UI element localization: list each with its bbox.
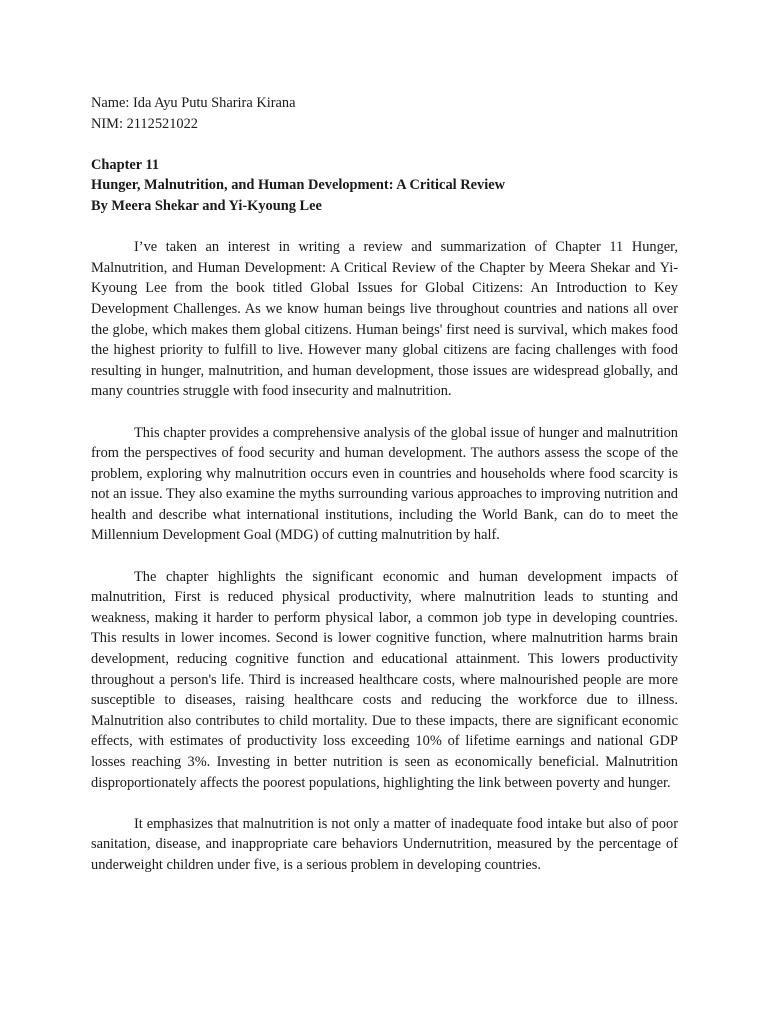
- chapter-byline: By Meera Shekar and Yi-Kyoung Lee: [91, 197, 322, 214]
- student-name: Name: Ida Ayu Putu Sharira Kirana: [91, 95, 296, 111]
- paragraph-impacts: The chapter highlights the significant economic and human development impacts of malnutrition, First is reduced physical productivity, where malnutrition leads to stunting and weakness, making it harder to perform physical labor, a common job type in developing countries. This results in lower incomes. Second is lower cognitive function, where malnutrition harms brain development, reducing cognitive function and educational attainment. This lowers productivity throughout a person's life. Third is increased healthcare costs, where malnourished people are more susceptible to diseases, raising healthcare costs and reducing the workforce due to illness. Malnutrition also contributes to child mortality. Due to these impacts, there are significant economic effects, with estimates of productivity loss exceeding 10% of lifetime earnings and national GDP losses reaching 3%. Investing in better nutrition is seen as economically beneficial. Malnutrition disproportionately affects the poorest populations, highlighting the link between poverty and hunger.: [91, 568, 678, 791]
- review-body: [91, 237, 678, 875]
- document-page: [91, 93, 678, 876]
- paragraph-causes: It emphasizes that malnutrition is not only a matter of inadequate food intake but also of poor sanitation, disease, and inappropriate care behaviors Undernutrition, measured by the percentage of underweight children under five, is a serious problem in developing countries.: [91, 815, 678, 873]
- paragraph-overview: This chapter provides a comprehensive analysis of the global issue of hunger and malnutrition from the perspectives of food security and human development. The authors assess the scope of the problem, exploring why malnutrition occurs even in countries and households where food scarcity is not an issue. They also examine the myths surrounding various approaches to improving nutrition and health and describe what international institutions, including the World Bank, can do to meet the Millennium Development Goal (MDG) of cutting malnutrition by half.: [91, 424, 678, 544]
- chapter-number: Chapter 11: [91, 156, 160, 173]
- chapter-title: Hunger, Malnutrition, and Human Development: A Critical Review: [91, 177, 505, 194]
- paragraph-intro: I’ve taken an interest in writing a review and summarization of Chapter 11 Hunger, Malnutrition, and Human Development: A Critical Review of the Chapter by Meera Shekar and Yi-Kyoung Lee from the book titled Global Issues for Global Citizens: An Introduction to Key Development Challenges. As we know human beings live throughout countries and nations all over the globe, which makes them global citizens. Human beings' first need is survival, which makes food the highest priority to fulfill to live. However many global citizens are facing challenges with food resulting in hunger, malnutrition, and human development, those issues are widespread globally, and many countries struggle with food insecurity and malnutrition.: [91, 239, 678, 400]
- chapter-heading: [91, 155, 678, 217]
- author-info: [91, 93, 678, 134]
- student-nim: NIM: 2112521022: [91, 115, 198, 132]
